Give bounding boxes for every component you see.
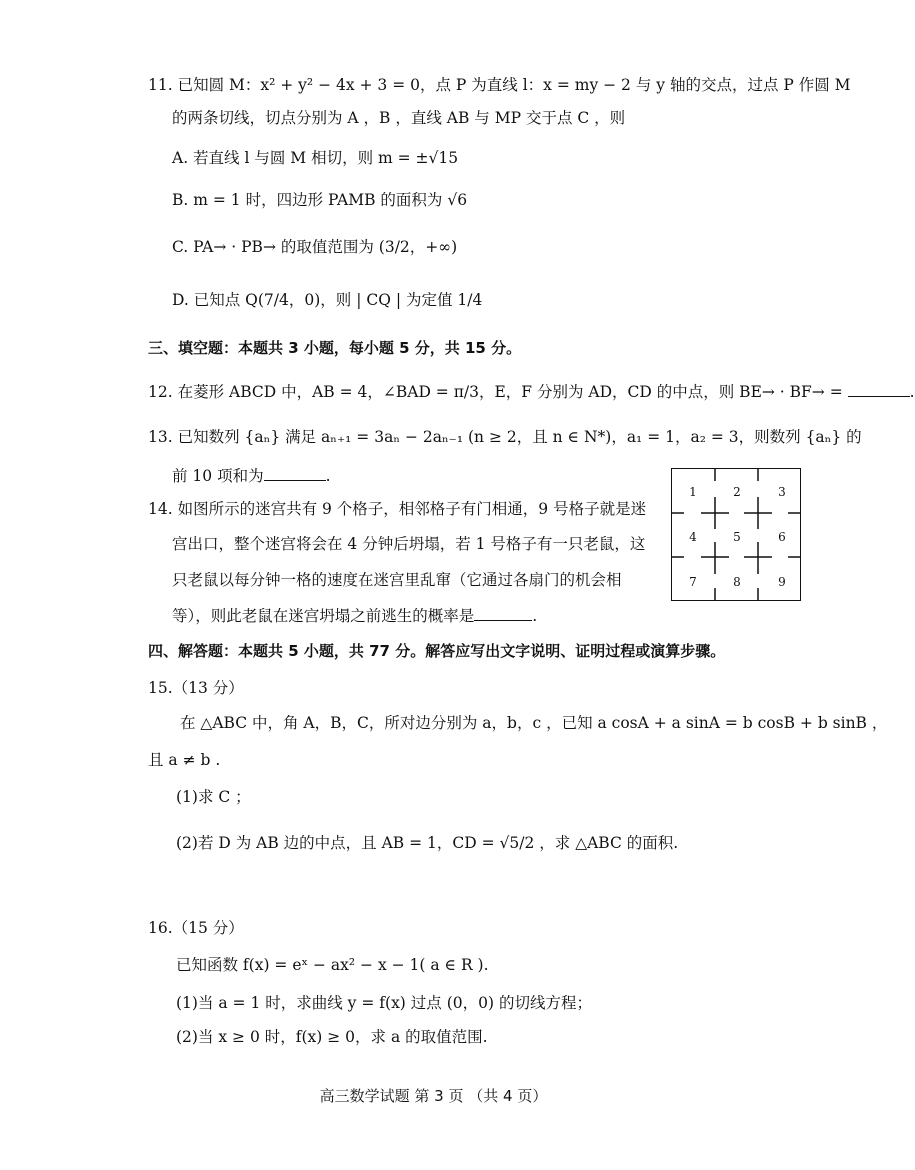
- maze-cell-8: 8: [733, 575, 741, 589]
- q16-stem: 已知函数 f(x) = eˣ − ax² − x − 1( a ∈ R ).: [176, 956, 489, 974]
- q15-part-1: (1)求 C ；: [176, 788, 251, 806]
- q13-end: .: [325, 467, 331, 485]
- maze-cell-3: 3: [778, 485, 786, 499]
- q12-end: .: [909, 383, 915, 401]
- section-4-header: 四、解答题：本题共 5 小题，共 77 分。解答应写出文字说明、证明过程或演算步骤。: [148, 642, 726, 660]
- q14-line-3: 只老鼠以每分钟一格的速度在迷宫里乱窜（它通过各扇门的机会相: [172, 571, 622, 589]
- q14-line-4: [172, 606, 537, 626]
- maze-cell-2: 2: [733, 485, 741, 499]
- q12-stem: 12. 在菱形 ABCD 中，AB = 4，∠BAD = π/3，E，F 分别为 AD，CD 的中点，则 BE→ · BF→ =: [148, 383, 848, 401]
- q14-line-2: 宫出口，整个迷宫将会在 4 分钟后坍塌，若 1 号格子有一只老鼠，这: [172, 535, 646, 553]
- q13-stem-end: 前 10 项和为: [172, 467, 264, 485]
- maze-cell-4: 4: [689, 530, 697, 544]
- q15-title: 15.（13 分）: [148, 679, 244, 697]
- q12-text: [148, 382, 915, 402]
- page-footer: 高三数学试题 第 3 页 （共 4 页）: [319, 1087, 548, 1105]
- maze-cell-5: 5: [733, 530, 741, 544]
- maze-cell-9: 9: [778, 575, 786, 589]
- q13-text-line-2: [172, 466, 331, 486]
- q14-end: .: [532, 607, 538, 625]
- q11-option-c: C. PA→ · PB→ 的取值范围为 (3/2，+∞): [172, 238, 458, 256]
- q11-stem-line-1: 11. 已知圆 M：x² + y² − 4x + 3 = 0，点 P 为直线 l：x = my − 2 与 y 轴的交点，过点 P 作圆 M: [148, 76, 851, 94]
- q15-part-2: (2)若 D 为 AB 边的中点，且 AB = 1，CD = √5/2 ，求 △ABC 的面积.: [176, 834, 679, 852]
- q16-part-2: (2)当 x ≥ 0 时，f(x) ≥ 0，求 a 的取值范围.: [176, 1028, 488, 1046]
- q16-title: 16.（15 分）: [148, 919, 244, 937]
- q15-stem-line-1: 在 △ABC 中，角 A，B，C，所对边分别为 a，b，c ，已知 a cosA + a sinA = b cosB + b sinB ，: [180, 714, 888, 732]
- q16-part-1: (1)当 a = 1 时，求曲线 y = f(x) 过点 (0，0) 的切线方程；: [176, 994, 592, 1012]
- q11-option-d: D. 已知点 Q(7/4，0)，则 | CQ | 为定值 1/4: [172, 291, 483, 309]
- maze-cell-6: 6: [778, 530, 786, 544]
- maze-cell-1: 1: [689, 485, 697, 499]
- q11-stem-line-2: 的两条切线，切点分别为 A ，B ，直线 AB 与 MP 交于点 C ，则: [172, 109, 626, 127]
- q14-answer-blank[interactable]: [474, 606, 532, 621]
- q12-answer-blank[interactable]: [848, 382, 910, 397]
- q11-option-a: A. 若直线 l 与圆 M 相切，则 m = ±√15: [172, 149, 459, 167]
- q14-line-1: 14. 如图所示的迷宫共有 9 个格子，相邻格子有门相通，9 号格子就是迷: [148, 500, 647, 518]
- q13-answer-blank[interactable]: [264, 466, 326, 481]
- maze-figure: [671, 468, 801, 601]
- q15-stem-line-2: 且 a ≠ b .: [148, 751, 221, 769]
- maze-cell-7: 7: [689, 575, 697, 589]
- q13-text-line-1: 13. 已知数列 {aₙ} 满足 aₙ₊₁ = 3aₙ − 2aₙ₋₁ (n ≥ 2，且 n ∈ N*)，a₁ = 1，a₂ = 3，则数列 {aₙ} 的: [148, 428, 862, 446]
- section-3-header: 三、填空题：本题共 3 小题，每小题 5 分，共 15 分。: [148, 339, 522, 357]
- q11-option-b: B. m = 1 时，四边形 PAMB 的面积为 √6: [172, 191, 468, 209]
- q14-stem-end: 等），则此老鼠在迷宫坍塌之前逃生的概率是: [172, 607, 475, 625]
